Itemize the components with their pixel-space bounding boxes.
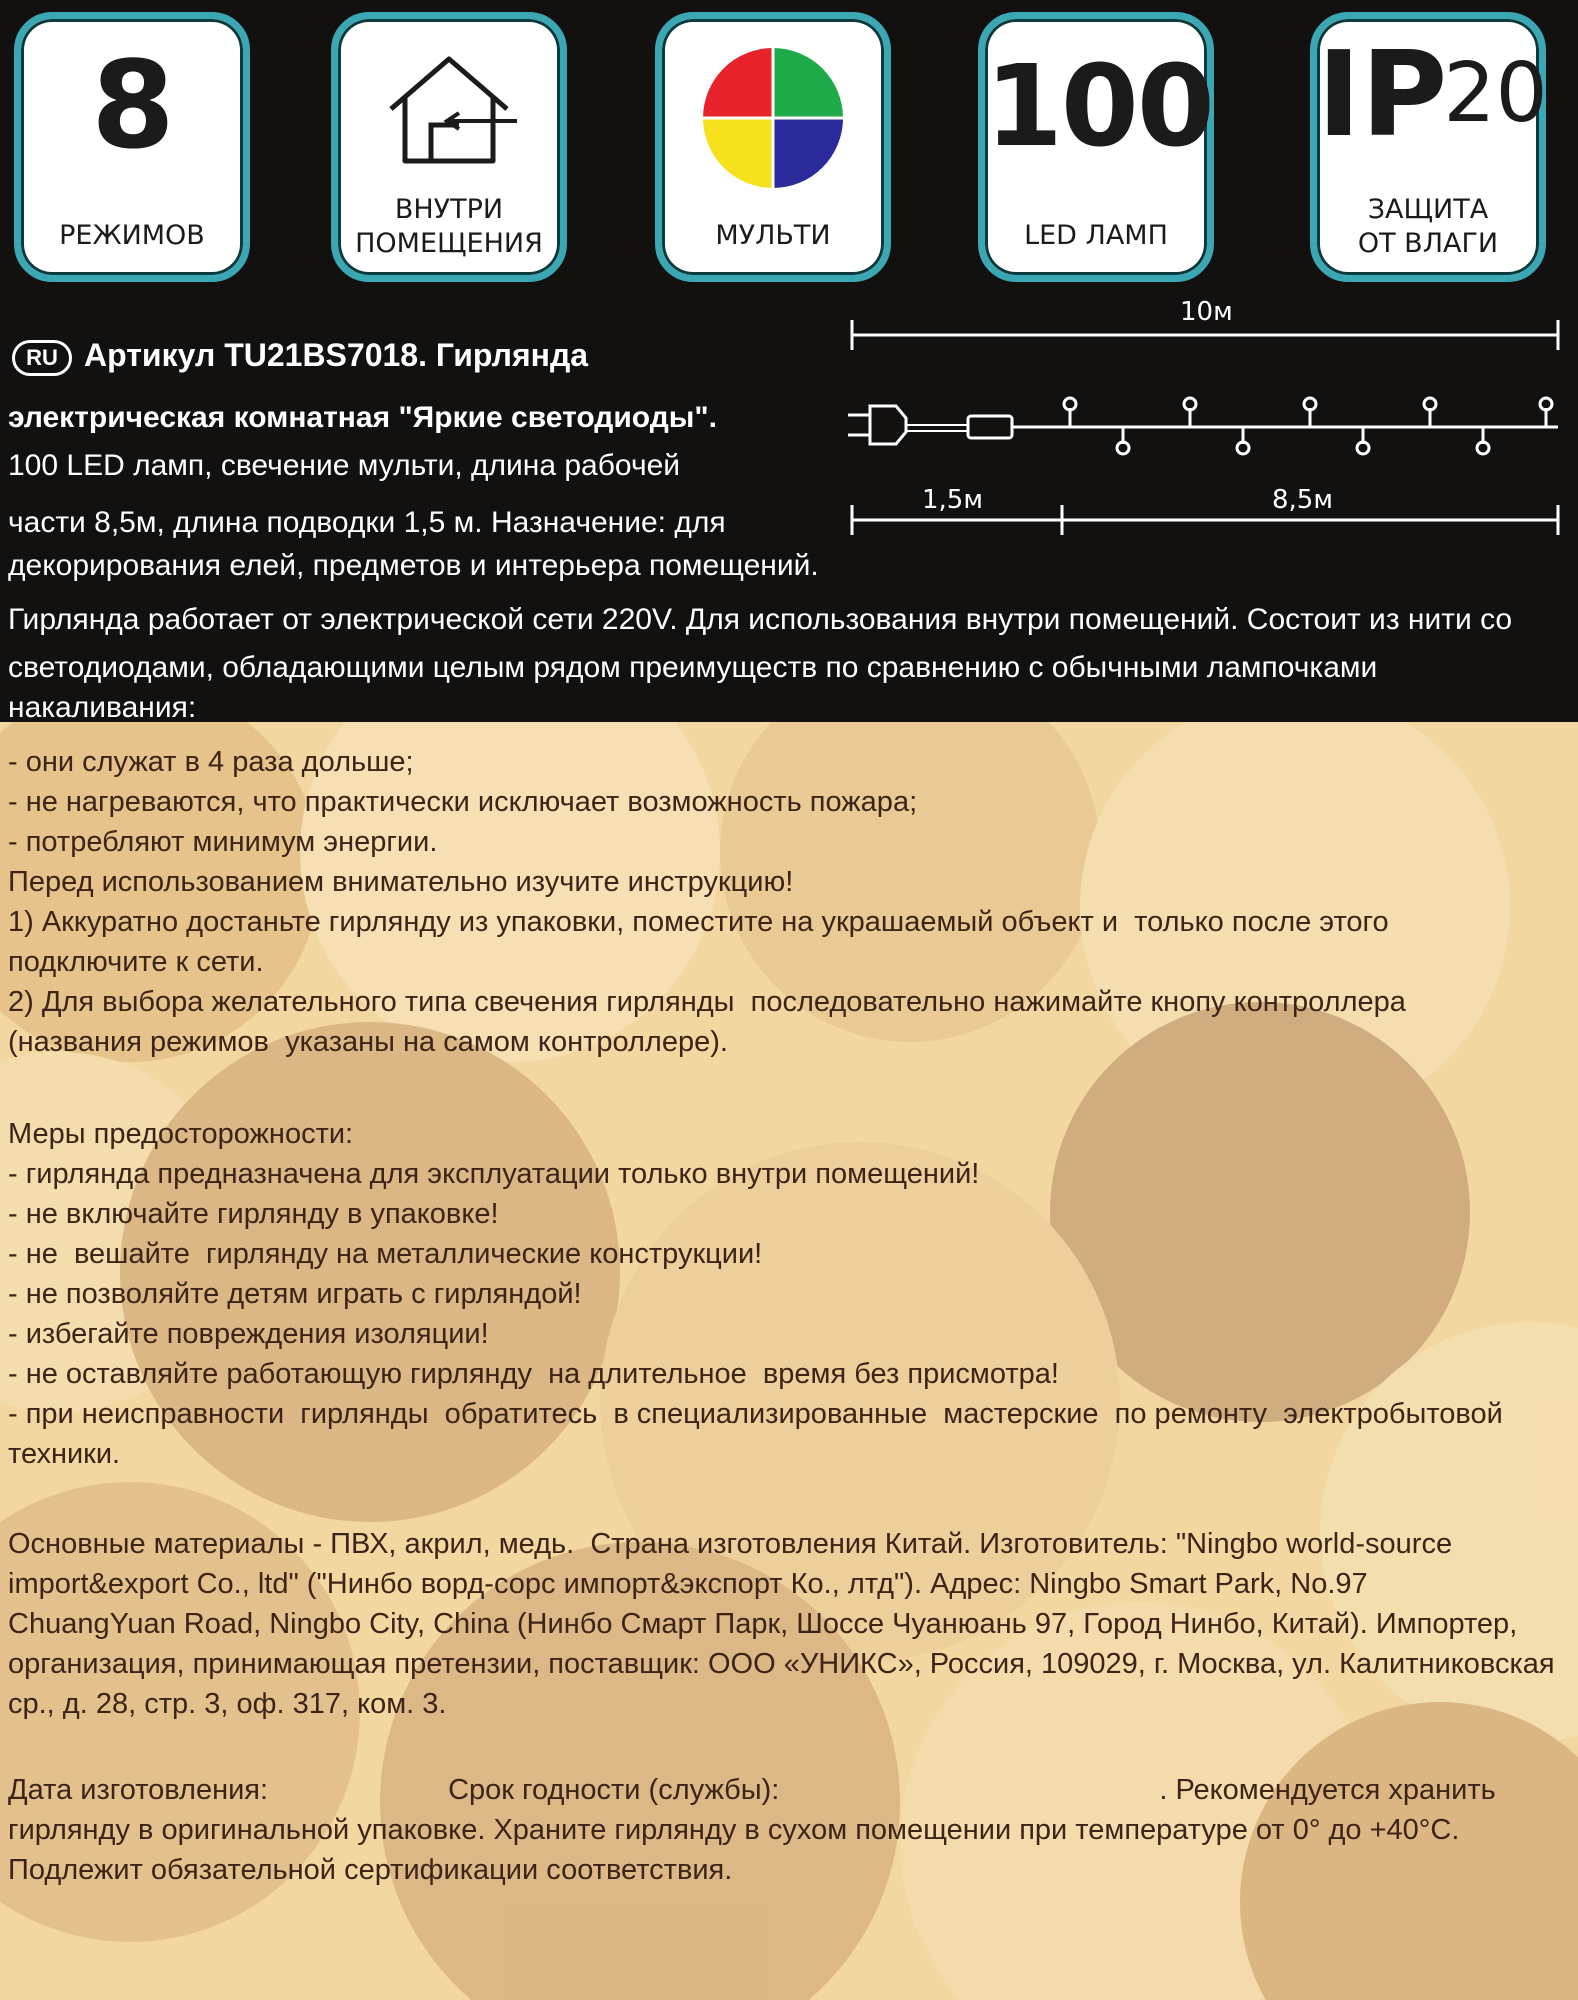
- header-panel: [0, 0, 1578, 722]
- instruction-item: 1) Аккуратно достаньте гирлянду из упаковки, поместите на украшаемый объект и только после этого: [8, 906, 1389, 938]
- precaution-item: - гирлянда предназначена для эксплуатации только внутри помещений!: [8, 1158, 980, 1190]
- manufacturer-line: import&export Co., ltd" ("Нинбо ворд-сорс импорт&экспорт Ко., лтд"). Адрес: Ningbo Smart Park, No.97: [8, 1568, 1368, 1600]
- manufacturer-line: ChuangYuan Road, Ningbo City, China (Нинбо Смарт Парк, Шоссе Чуанюань 97, Город Нинбо, Китай). Импортер,: [8, 1608, 1518, 1640]
- instructions-title: Перед использованием внимательно изучите инструкцию!: [8, 866, 794, 898]
- instruction-item: 2) Для выбора желательного типа свечения гирлянды последовательно нажимайте кнопу контроллера: [8, 986, 1406, 1018]
- instruction-item: подключите к сети.: [8, 946, 264, 978]
- advantage-item: - они служат в 4 раза дольше;: [8, 746, 414, 778]
- color-wheel-icon: [698, 43, 848, 193]
- wheel-yellow: [703, 118, 773, 188]
- led-count-label: LED ЛАМП: [1024, 220, 1168, 251]
- plug-icon: [848, 406, 906, 444]
- precaution-item: - не вешайте гирлянду на металлические конструкции!: [8, 1238, 763, 1270]
- article-line5: декорирования елей, предметов и интерьера помещений.: [8, 549, 819, 582]
- precaution-item: - избегайте повреждения изоляции!: [8, 1318, 489, 1350]
- ip-label-line2: ОТ ВЛАГИ: [1357, 228, 1499, 259]
- footer-line3: Подлежит обязательной сертификации соответствия.: [8, 1854, 733, 1886]
- article-line2: электрическая комнатная "Яркие светодиоды".: [8, 401, 717, 434]
- ip-number: 20: [1443, 46, 1548, 141]
- ip-label-line1: ЗАЩИТА: [1367, 194, 1489, 225]
- length-diagram: [840, 290, 1570, 570]
- footer-line2: гирлянду в оригинальной упаковке. Храните гирлянду в сухом помещении при температуре от 0° до +40°С.: [8, 1814, 1460, 1846]
- wheel-red: [703, 48, 773, 118]
- manufacture-date-label: Дата изготовления:: [8, 1774, 269, 1806]
- lead-length-label: 1,5м: [922, 485, 983, 515]
- ip-rating-label: [1321, 193, 1535, 261]
- precaution-item: техники.: [8, 1438, 121, 1470]
- indoor-label-line2: ПОМЕЩЕНИЯ: [355, 228, 543, 259]
- indoor-label-line1: ВНУТРИ: [394, 194, 504, 225]
- manufacturer-line: Основные материалы - ПВХ, акрил, медь. Страна изготовления Китай. Изготовитель: "Ningbo world-source: [8, 1528, 1453, 1560]
- ip-rating: [1317, 25, 1548, 163]
- instruction-item: (названия режимов указаны на самом контроллере).: [8, 1026, 728, 1058]
- storage-note: . Рекомендуется хранить: [1159, 1774, 1496, 1806]
- article-line4: части 8,5м, длина подводки 1,5 м. Назначение: для: [8, 506, 726, 539]
- article-line7: светодиодами, обладающими целым рядом преимуществ по сравнению с обычными лампочками накаливания:: [8, 651, 1378, 724]
- precaution-item: - не оставляйте работающую гирлянду на длительное время без присмотра!: [8, 1358, 1059, 1390]
- article-line6: Гирлянда работает от электрической сети 220V. Для использования внутри помещений. Состоит из нити со: [8, 603, 1513, 636]
- house-icon: [379, 49, 519, 169]
- multicolor-card: [655, 12, 891, 282]
- footer-info: [8, 1770, 1568, 1890]
- article-line3: 100 LED ламп, свечение мульти, длина рабочей: [8, 449, 681, 482]
- wheel-green: [773, 48, 843, 118]
- ip-rating-card: [1310, 12, 1546, 282]
- controller-box: [968, 416, 1012, 438]
- manufacturer-info: [8, 1524, 1568, 1724]
- led-count: 100: [985, 42, 1213, 172]
- precautions-list: [8, 1114, 1568, 1474]
- multicolor-label: МУЛЬТИ: [715, 220, 831, 251]
- indoor-label: [342, 193, 556, 261]
- footer-line1: [8, 1770, 1568, 1810]
- working-length-label: 8,5м: [1272, 485, 1333, 515]
- advantage-item: - потребляют минимум энергии.: [8, 826, 438, 858]
- modes-label: РЕЖИМОВ: [59, 220, 205, 251]
- ip-letters: IP: [1317, 25, 1448, 163]
- article-line1: Артикул TU21BS7018. Гирлянда: [84, 337, 589, 373]
- advantages-list: [8, 742, 1568, 1062]
- precaution-item: - не включайте гирлянду в упаковке!: [8, 1198, 499, 1230]
- wheel-blue: [773, 118, 843, 188]
- precaution-item: - не позволяйте детям играть с гирляндой!: [8, 1278, 582, 1310]
- shelf-life-label: Срок годности (службы):: [448, 1774, 780, 1806]
- total-length-label: 10м: [1180, 297, 1233, 327]
- indoor-card: [331, 12, 567, 282]
- manufacturer-line: организация, принимающая претензии, поставщик: ООО «УНИКС», Россия, 109029, г. Москва, ул. Калитниковская: [8, 1648, 1555, 1680]
- precaution-item: - при неисправности гирлянды обратитесь в специализированные мастерские по ремонту электробытовой: [8, 1398, 1503, 1430]
- manufacturer-line: ср., д. 28, стр. 3, оф. 317, ком. 3.: [8, 1688, 447, 1720]
- modes-card: [14, 12, 250, 282]
- modes-count: 8: [91, 37, 173, 176]
- article-title: [12, 335, 842, 376]
- led-count-card: [978, 12, 1214, 282]
- advantage-item: - не нагреваются, что практически исключает возможность пожара;: [8, 786, 918, 818]
- precautions-title: Меры предосторожности:: [8, 1118, 354, 1150]
- ru-badge: RU: [12, 340, 72, 376]
